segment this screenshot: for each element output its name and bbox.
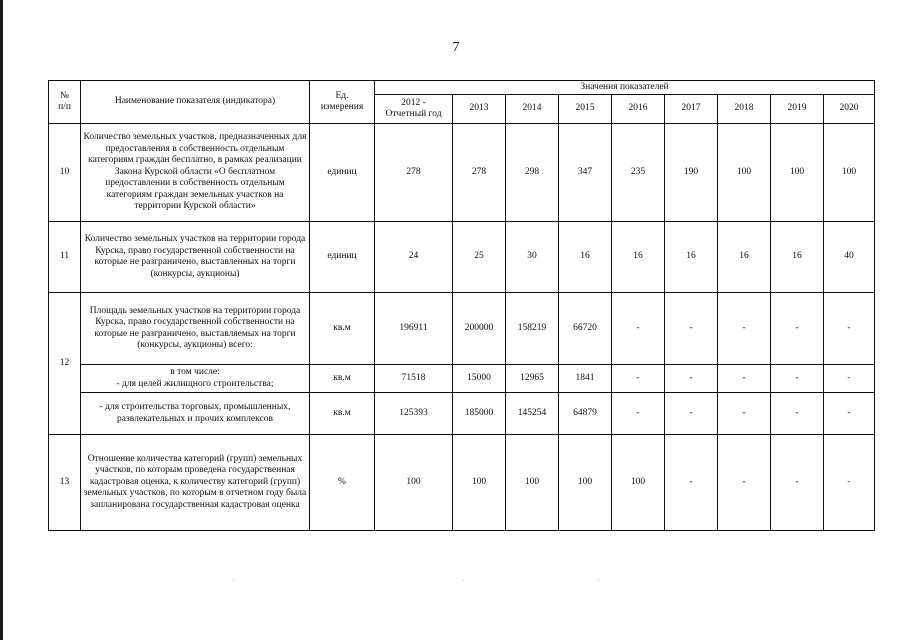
row-name: Количество земельных участков на территории города Курска, право государственной собственности на которые не разграничено, выставленных на торги (конкурсы, аукционы) xyxy=(81,222,310,293)
value-cell: - xyxy=(824,293,875,365)
value-cell: 100 xyxy=(612,435,665,531)
page-number: 7 xyxy=(452,40,460,55)
value-cell: - xyxy=(771,393,824,435)
value-cell: 347 xyxy=(559,124,612,222)
value-cell: 100 xyxy=(559,435,612,531)
value-cell: 16 xyxy=(559,222,612,293)
value-cell: 1841 xyxy=(559,365,612,393)
row-unit: единиц xyxy=(310,124,375,222)
value-cell: - xyxy=(665,435,718,531)
value-cell: 125393 xyxy=(375,393,453,435)
value-cell: 16 xyxy=(771,222,824,293)
header-num: № п/п xyxy=(49,81,81,124)
value-cell: 12965 xyxy=(506,365,559,393)
row-num: 13 xyxy=(49,435,81,531)
value-cell: 66720 xyxy=(559,293,612,365)
row-name: - для строительства торговых, промышленных, развлекательных и прочих комплексов xyxy=(81,393,310,435)
row-num: 11 xyxy=(49,222,81,293)
value-cell: - xyxy=(718,393,771,435)
header-name: Наименование показателя (индикатора) xyxy=(81,81,310,124)
value-cell: 190 xyxy=(665,124,718,222)
value-cell: 185000 xyxy=(453,393,506,435)
value-cell: 100 xyxy=(453,435,506,531)
value-cell: - xyxy=(771,365,824,393)
value-cell: 196911 xyxy=(375,293,453,365)
value-cell: 40 xyxy=(824,222,875,293)
header-unit: Ед. измерения xyxy=(310,81,375,124)
header-year: 2016 xyxy=(612,95,665,124)
value-cell: 16 xyxy=(718,222,771,293)
value-cell: 16 xyxy=(612,222,665,293)
value-cell: - xyxy=(718,365,771,393)
indicators-table xyxy=(48,80,875,531)
value-cell: 100 xyxy=(771,124,824,222)
header-year: 2012 - Отчетный год xyxy=(375,95,453,124)
table-row xyxy=(49,365,875,393)
value-cell: 278 xyxy=(453,124,506,222)
scan-speck xyxy=(598,580,599,581)
table-row xyxy=(49,293,875,365)
value-cell: 158219 xyxy=(506,293,559,365)
value-cell: 64879 xyxy=(559,393,612,435)
row-name: в том числе: - для целей жилищного строительства; xyxy=(81,365,310,393)
row-num: 12 xyxy=(49,293,81,435)
value-cell: 235 xyxy=(612,124,665,222)
scan-speck xyxy=(233,580,234,581)
value-cell: - xyxy=(665,293,718,365)
value-cell: 100 xyxy=(824,124,875,222)
header-values-group: Значения показателей xyxy=(375,81,875,95)
value-cell: - xyxy=(665,365,718,393)
value-cell: - xyxy=(718,293,771,365)
value-cell: 100 xyxy=(718,124,771,222)
header-year: 2018 xyxy=(718,95,771,124)
value-cell: - xyxy=(665,393,718,435)
value-cell: - xyxy=(824,393,875,435)
value-cell: 71518 xyxy=(375,365,453,393)
row-unit: единиц xyxy=(310,222,375,293)
value-cell: - xyxy=(824,435,875,531)
value-cell: - xyxy=(718,435,771,531)
value-cell: 298 xyxy=(506,124,559,222)
table-row xyxy=(49,393,875,435)
header-year: 2017 xyxy=(665,95,718,124)
value-cell: 24 xyxy=(375,222,453,293)
value-cell: 25 xyxy=(453,222,506,293)
row-unit: кв.м xyxy=(310,293,375,365)
row-name: Площадь земельных участков на территории города Курска, право государственной собственности на которые не разграничено, выставляемых на торги (конкурсы, аукционы) всего: xyxy=(81,293,310,365)
table-row xyxy=(49,124,875,222)
header-row-1 xyxy=(49,81,875,95)
row-name: Отношение количества категорий (групп) земельных участков, по которым проведена государственная кадастровая оценка, к количеству категорий (групп) земельных участков, по которым в отчетном году была запланирована государственная кадастровая оценка xyxy=(81,435,310,531)
value-cell: 15000 xyxy=(453,365,506,393)
row-num: 10 xyxy=(49,124,81,222)
header-year: 2013 xyxy=(453,95,506,124)
value-cell: 278 xyxy=(375,124,453,222)
value-cell: 100 xyxy=(506,435,559,531)
row-name: Количество земельных участков, предназначенных для предоставления в собственность отдельным категориям граждан бесплатно, в рамках реализации Закона Курской области «О бесплатном предоставлении в собственность отдельным категориям граждан земельных участков на территории Курской области» xyxy=(81,124,310,222)
value-cell: - xyxy=(771,293,824,365)
value-cell: 145254 xyxy=(506,393,559,435)
value-cell: - xyxy=(824,365,875,393)
scan-edge xyxy=(0,0,3,640)
value-cell: 100 xyxy=(375,435,453,531)
scan-speck xyxy=(463,580,464,581)
value-cell: - xyxy=(612,293,665,365)
header-year: 2014 xyxy=(506,95,559,124)
header-year: 2015 xyxy=(559,95,612,124)
header-year: 2019 xyxy=(771,95,824,124)
row-unit: кв.м xyxy=(310,393,375,435)
table-row xyxy=(49,435,875,531)
value-cell: 200000 xyxy=(453,293,506,365)
value-cell: - xyxy=(612,393,665,435)
table-row xyxy=(49,222,875,293)
row-unit: % xyxy=(310,435,375,531)
value-cell: 30 xyxy=(506,222,559,293)
value-cell: 16 xyxy=(665,222,718,293)
header-year: 2020 xyxy=(824,95,875,124)
value-cell: - xyxy=(612,365,665,393)
value-cell: - xyxy=(771,435,824,531)
row-unit: кв.м xyxy=(310,365,375,393)
